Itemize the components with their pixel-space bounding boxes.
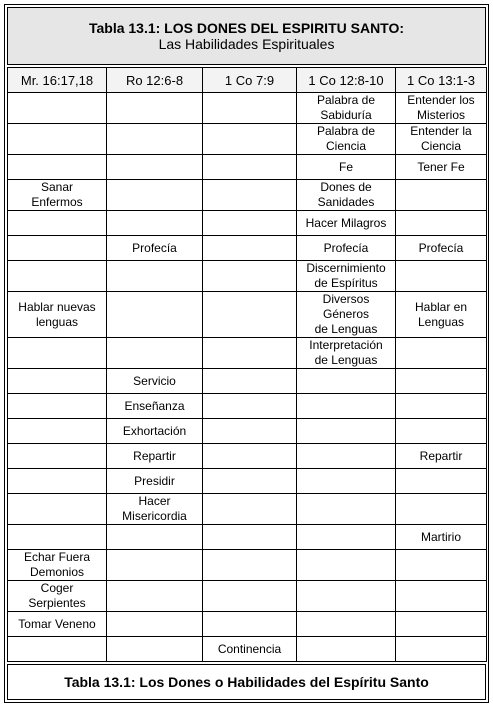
- table-cell: [8, 637, 107, 662]
- table-cell: Entender los Misterios: [396, 93, 487, 124]
- table-cell: Profecía: [396, 236, 487, 261]
- table-cell: Repartir: [396, 444, 487, 469]
- table-cell: [8, 419, 107, 444]
- table-cell: [107, 155, 203, 180]
- table-cell: [396, 419, 487, 444]
- table-cell: [203, 444, 297, 469]
- table-cell: [297, 637, 396, 662]
- table-cell: Hacer Milagros: [297, 211, 396, 236]
- table-cell: [107, 261, 203, 292]
- table-cell: [203, 581, 297, 612]
- table-cell: [396, 637, 487, 662]
- table-cell: [297, 369, 396, 394]
- table-cell: [203, 612, 297, 637]
- table-cell: [107, 612, 203, 637]
- table-cell: [396, 369, 487, 394]
- table-cell: [297, 494, 396, 525]
- table-cell: Fe: [297, 155, 396, 180]
- table-cell: [8, 525, 107, 550]
- table-row: [8, 637, 487, 662]
- table-cell: [8, 338, 107, 369]
- table-cell: [203, 550, 297, 581]
- column-header: 1 Co 13:1-3: [396, 68, 487, 93]
- table-cell: [396, 494, 487, 525]
- column-header: 1 Co 12:8-10: [297, 68, 396, 93]
- table-cell: [396, 612, 487, 637]
- table-cell: [203, 338, 297, 369]
- table-cell: [8, 211, 107, 236]
- table-cell: Sanar Enfermos: [8, 180, 107, 211]
- table-cell: [8, 261, 107, 292]
- table-subtitle: Las Habilidades Espirituales: [158, 36, 335, 52]
- table-row: [8, 369, 487, 394]
- table-title-box: [7, 7, 486, 65]
- table-cell: [107, 93, 203, 124]
- table-row: [8, 581, 487, 612]
- table-cell: Continencia: [203, 637, 297, 662]
- table-cell: Profecía: [297, 236, 396, 261]
- table-cell: [297, 525, 396, 550]
- table-cell: [8, 494, 107, 525]
- table-cell: Entender la Ciencia: [396, 124, 487, 155]
- table-cell: [203, 211, 297, 236]
- table-cell: Palabra de Ciencia: [297, 124, 396, 155]
- table-cell: Palabra de Sabiduría: [297, 93, 396, 124]
- table-cell: [396, 550, 487, 581]
- table-row: [8, 93, 487, 124]
- table-cell: [8, 444, 107, 469]
- table-cell: [203, 394, 297, 419]
- table-cell: [107, 525, 203, 550]
- table-cell: Discernimiento de Espíritus: [297, 261, 396, 292]
- table-row: [8, 444, 487, 469]
- table-cell: [107, 292, 203, 338]
- table-cell: [203, 124, 297, 155]
- table-cell: [203, 369, 297, 394]
- table-cell: Exhortación: [107, 419, 203, 444]
- table-row: [8, 180, 487, 211]
- table-row: [8, 550, 487, 581]
- table-cell: Presidir: [107, 469, 203, 494]
- table-row: [8, 525, 487, 550]
- table-row: [8, 155, 487, 180]
- column-header: 1 Co 7:9: [203, 68, 297, 93]
- column-header: Ro 12:6-8: [107, 68, 203, 93]
- table-row: [8, 211, 487, 236]
- table-cell: [396, 261, 487, 292]
- table-cell: Dones de Sanidades: [297, 180, 396, 211]
- table-cell: [297, 469, 396, 494]
- column-header: Mr. 16:17,18: [8, 68, 107, 93]
- table-cell: [396, 394, 487, 419]
- table-cell: [203, 180, 297, 211]
- table-cell: Tener Fe: [396, 155, 487, 180]
- table-cell: Hacer Misericordia: [107, 494, 203, 525]
- table-cell: [107, 211, 203, 236]
- table-row: [8, 124, 487, 155]
- table-cell: [297, 612, 396, 637]
- table-cell: [203, 236, 297, 261]
- table-cell: [8, 93, 107, 124]
- table-cell: [8, 124, 107, 155]
- table-cell: [107, 581, 203, 612]
- table-cell: [203, 261, 297, 292]
- table-title: Tabla 13.1: LOS DONES DEL ESPIRITU SANTO:: [88, 20, 405, 36]
- table-cell: [396, 338, 487, 369]
- table-cell: [8, 236, 107, 261]
- table-row: [8, 394, 487, 419]
- table-cell: [203, 292, 297, 338]
- table-cell: [297, 444, 396, 469]
- table-cell: [8, 394, 107, 419]
- table-cell: [203, 419, 297, 444]
- table-cell: [297, 550, 396, 581]
- table-cell: Hablar en Lenguas: [396, 292, 487, 338]
- table-cell: [107, 124, 203, 155]
- table-cell: Tomar Veneno: [8, 612, 107, 637]
- table-row: [8, 494, 487, 525]
- table-cell: [297, 419, 396, 444]
- table-cell: [107, 550, 203, 581]
- table-cell: Martirio: [396, 525, 487, 550]
- table-cell: [203, 155, 297, 180]
- table-row: [8, 469, 487, 494]
- table-cell: Hablar nuevas lenguas: [8, 292, 107, 338]
- table-cell: [297, 581, 396, 612]
- table-cell: Enseñanza: [107, 394, 203, 419]
- table-row: [8, 292, 487, 338]
- table-cell: Diversos Géneros de Lenguas: [297, 292, 396, 338]
- table-cell: [396, 211, 487, 236]
- table-cell: [203, 469, 297, 494]
- table-cell: [297, 394, 396, 419]
- table-row: [8, 419, 487, 444]
- table-row: [8, 236, 487, 261]
- table-row: [8, 338, 487, 369]
- table-cell: [8, 369, 107, 394]
- table-row: [8, 612, 487, 637]
- table-header-row: [8, 68, 487, 93]
- table-cell: Profecía: [107, 236, 203, 261]
- table-cell: [107, 180, 203, 211]
- table-cell: [8, 469, 107, 494]
- table-cell: [396, 581, 487, 612]
- table-cell: [107, 338, 203, 369]
- table-cell: [203, 494, 297, 525]
- table-row: [8, 261, 487, 292]
- table-cell: Interpretación de Lenguas: [297, 338, 396, 369]
- table-cell: [8, 155, 107, 180]
- table-caption: Tabla 13.1: Los Dones o Habilidades del Espíritu Santo: [7, 664, 486, 700]
- table-cell: [203, 93, 297, 124]
- gifts-table: [7, 67, 487, 662]
- table-cell: [396, 469, 487, 494]
- table-cell: Echar Fuera Demonios: [8, 550, 107, 581]
- document-frame: [4, 4, 489, 703]
- table-cell: [203, 525, 297, 550]
- table-cell: [396, 180, 487, 211]
- table-cell: Servicio: [107, 369, 203, 394]
- table-cell: Coger Serpientes: [8, 581, 107, 612]
- table-cell: Repartir: [107, 444, 203, 469]
- table-cell: [107, 637, 203, 662]
